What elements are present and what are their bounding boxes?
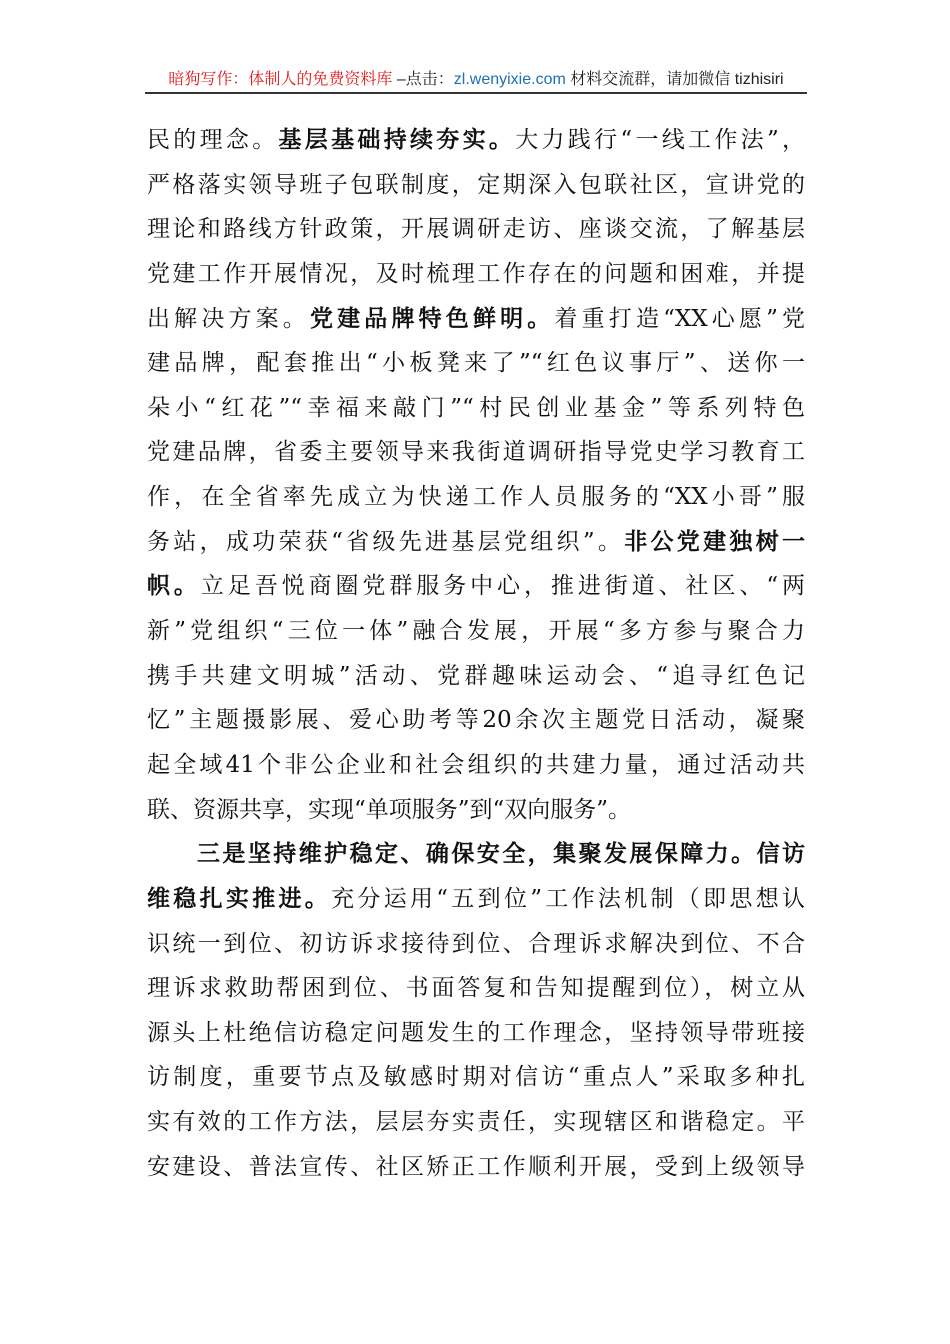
text-line [147,386,805,431]
text-line [147,654,805,699]
text-line [147,163,805,208]
text-line [147,520,805,565]
text-line [147,788,805,833]
text-line [147,297,805,342]
header-url-link[interactable]: zl.wenyixie.com [453,71,566,88]
text-line [147,430,805,475]
body-text: 建品牌，配套推出“小板凳来了”“红色议事厅”、送你一 [147,350,805,377]
body-text: 大力践行“一线工作法”， [515,127,806,153]
body-text: 携手共建文明城”活动、党群趣味运动会、“追寻红色记 [147,662,805,689]
text-line [147,564,805,609]
body-text: 访制度，重要节点及敏感时期对信访“重点人”采取多种扎 [147,1064,805,1091]
body-text: 务站，成功荣获“省级先进基层党组织”。 [147,528,625,555]
bold-heading-text: 三是坚持维护稳定、确保安全，集聚发展保障力。信访 [197,840,805,868]
bold-heading-text: 基层基础持续夯实。 [278,126,516,153]
body-text: 忆”主题摄影展、爱心助考等20余次主题党日活动，凝聚 [147,707,805,734]
text-line [147,1055,805,1100]
header-brand: 暗狗写作：体制人的免费资料库 [168,71,393,88]
body-text: 理论和路线方针政策，开展调研走访、座谈交流，了解基层 [147,216,805,243]
text-line [147,609,805,654]
bold-heading-text: 党建品牌特色鲜明。 [309,304,555,332]
bold-heading-text: 维稳扎实推进。 [147,884,332,912]
body-text: 出解决方案。 [147,305,310,332]
body-text: 党建品牌，省委主要领导来我街道调研指导党史学习教育工 [147,439,805,466]
body-text: 严格落实领导班子包联制度，定期深入包联社区，宣讲党的 [147,171,805,198]
text-line [147,832,805,877]
text-line [147,475,805,520]
text-line [147,207,805,252]
text-line [147,1145,805,1190]
page-header [145,68,807,94]
text-line [147,341,805,386]
body-text: 着重打造“XX心愿”党 [554,305,806,332]
body-text: 源头上杜绝信访稳定问题发生的工作理念，坚持领导带班接 [147,1019,805,1046]
document-body [147,118,805,1189]
body-text: 新”党组织“三位一体”融合发展，开展“多方参与聚合力 [147,618,805,645]
header-contact: 材料交流群，请加微信 tizhisiri [565,71,784,88]
text-line [147,118,805,163]
body-text: 识统一到位、初访诉求接待到位、合理诉求解决到位、不合 [147,930,805,957]
text-line [147,1100,805,1145]
body-text: 安建设、普法宣传、社区矫正工作顺利开展，受到上级领导 [147,1153,805,1180]
text-line [147,252,805,297]
body-text: 朵小“红花”“幸福来敲门”“村民创业基金”等系列特色 [147,394,805,421]
text-line [147,922,805,967]
text-line [147,966,805,1011]
body-text: 民的理念。 [147,127,279,153]
body-text: 理诉求救助帮困到位、书面答复和告知提醒到位），树立从 [147,975,805,1002]
header-click-label: –点击： [392,71,454,88]
text-line [147,698,805,743]
text-line [147,877,805,922]
body-text: 实有效的工作方法，层层夯实责任，实现辖区和谐稳定。平 [147,1109,805,1136]
body-text: 党建工作开展情况，及时梳理工作存在的问题和困难，并提 [147,260,805,287]
body-text: 立足吾悦商圈党群服务中心，推进街道、社区、“两 [200,573,805,600]
bold-heading-text: 帜。 [147,572,201,600]
body-text: 起全域41个非公企业和社会组织的共建力量，通过活动共 [147,751,805,778]
body-text: 作，在全省率先成立为快递工作人员服务的“XX小哥”服 [147,484,805,511]
body-text: 联、资源共享，实现“单项服务”到“双向服务”。 [147,796,632,823]
bold-heading-text: 非公党建独树一 [624,527,805,555]
body-text: 充分运用“五到位”工作法机制（即思想认 [331,885,805,912]
text-line [147,1011,805,1056]
text-line [147,743,805,788]
